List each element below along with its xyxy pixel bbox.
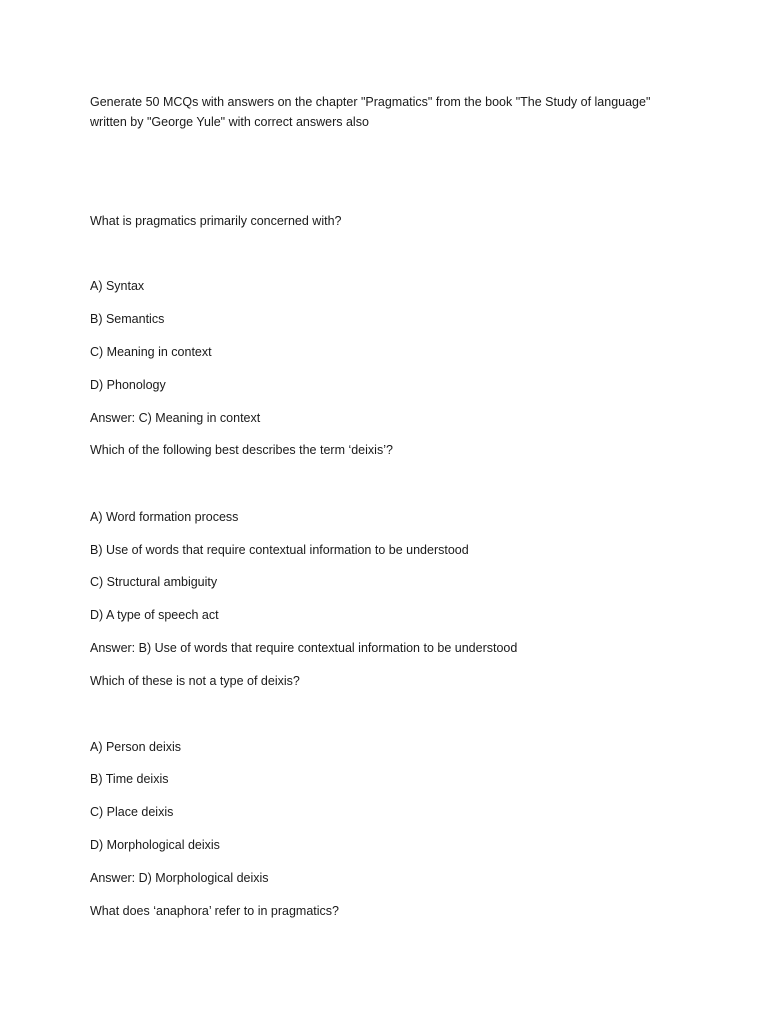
- prompt-text: Generate 50 MCQs with answers on the chapter "Pragmatics" from the book "The Study of language" written by "George Yule" with correct answers also: [90, 95, 651, 129]
- question-1-option-b: B) Semantics: [90, 312, 165, 326]
- question-2-option-c: C) Structural ambiguity: [90, 575, 218, 589]
- question-3-option-d: D) Morphological deixis: [90, 838, 220, 852]
- question-2-text: Which of the following best describes the term ‘deixis’?: [90, 443, 393, 457]
- question-2-answer: Answer: B) Use of words that require contextual information to be understood: [90, 641, 518, 655]
- question-1-answer: Answer: C) Meaning in context: [90, 411, 261, 425]
- question-3-option-a: A) Person deixis: [90, 740, 182, 754]
- question-1-option-c: C) Meaning in context: [90, 345, 212, 359]
- question-3-option-c: C) Place deixis: [90, 805, 174, 819]
- question-3-text: Which of these is not a type of deixis?: [90, 674, 300, 688]
- question-1-option-a: A) Syntax: [90, 279, 145, 293]
- question-4-text: What does ‘anaphora’ refer to in pragmatics?: [90, 904, 339, 918]
- question-2-option-a: A) Word formation process: [90, 510, 239, 524]
- question-3-answer: Answer: D) Morphological deixis: [90, 871, 269, 885]
- question-1-option-d: D) Phonology: [90, 378, 166, 392]
- question-2-option-b: B) Use of words that require contextual information to be understood: [90, 543, 469, 557]
- question-3-option-b: B) Time deixis: [90, 772, 169, 786]
- question-1-text: What is pragmatics primarily concerned with?: [90, 214, 342, 228]
- question-2-option-d: D) A type of speech act: [90, 608, 219, 622]
